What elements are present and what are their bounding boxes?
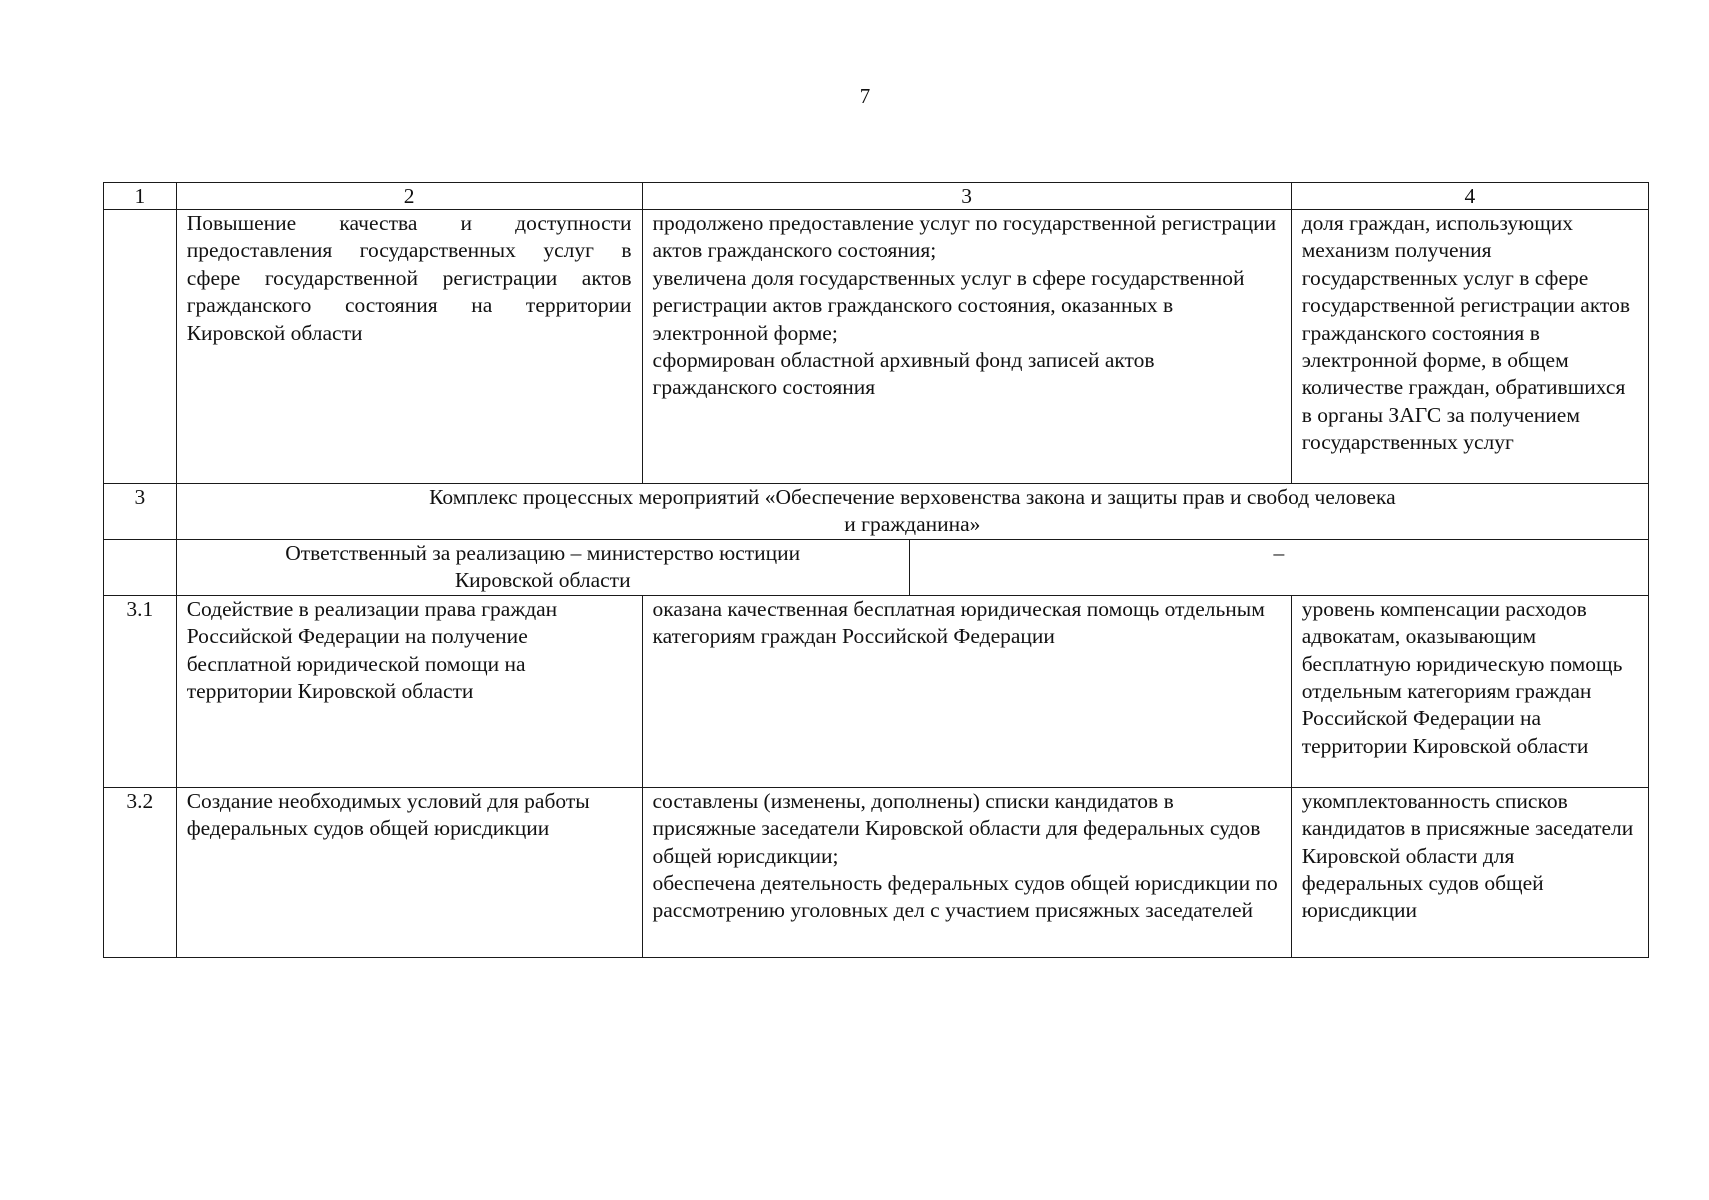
- indicator-cell: укомплектованность списков кандидатов в присяжные заседатели Кировской области для федеральных судов общей юрисдикции: [1291, 787, 1648, 957]
- responsible-line: Кировской области: [454, 568, 631, 593]
- task-line: предоставления государственных услуг в: [186, 238, 632, 263]
- effect-text: обеспечена деятельность федеральных судов общей юрисдикции по рассмотрению уголовных дел с участием присяжных заседателей: [652, 871, 1278, 923]
- table-row: [104, 787, 1649, 957]
- row-number: 3.2: [104, 787, 177, 957]
- task-cell: Создание необходимых условий для работы федеральных судов общей юрисдикции: [176, 787, 642, 957]
- task-cell: Содействие в реализации права граждан Российской Федерации на получение бесплатной юридической помощи на территории Кировской области: [176, 595, 642, 787]
- responsible-cell: [176, 540, 1648, 596]
- header-cell-2: 2: [176, 183, 642, 210]
- effect-cell: [642, 787, 1291, 957]
- indicator-cell: уровень компенсации расходов адвокатам, оказывающим бесплатную юридическую помощь отдельным категориям граждан Российской Федерации на территории Кировской области: [1291, 595, 1648, 787]
- effect-cell: оказана качественная бесплатная юридическая помощь отдельным категориям граждан Российской Федерации: [642, 595, 1291, 787]
- effect-text: продолжено предоставление услуг по государственной регистрации актов гражданского состояния;: [652, 211, 1277, 263]
- section-title: [176, 484, 1648, 540]
- responsible-line: Ответственный за реализацию – министерство юстиции: [285, 541, 801, 565]
- row-number: 3.1: [104, 595, 177, 787]
- table-row: [104, 210, 1649, 484]
- header-cell-1: 1: [104, 183, 177, 210]
- effect-text: сформирован областной архивный фонд записей актов гражданского состояния: [652, 348, 1155, 400]
- task-line: сфере государственной регистрации актов: [186, 265, 632, 290]
- header-cell-3: 3: [642, 183, 1291, 210]
- section-title-line: и гражданина»: [844, 512, 981, 537]
- header-cell-4: 4: [1291, 183, 1648, 210]
- indicator-cell: доля граждан, использующих механизм получения государственных услуг в сфере государственной регистрации актов гражданского состояния в электронной форме, в общем количестве граждан, обратившихся в органы ЗАГС за получением государственных услуг: [1291, 210, 1648, 484]
- table-row: [104, 595, 1649, 787]
- header-row: [104, 183, 1649, 210]
- effect-text: увеличена доля государственных услуг в сфере государственной регистрации актов гражданского состояния, оказанных в электронной форме;: [652, 265, 1245, 345]
- task-line: Повышение качества и доступности: [186, 211, 632, 235]
- section-row: [104, 484, 1649, 540]
- section-number: 3: [104, 484, 177, 540]
- measures-table: [103, 182, 1649, 958]
- empty-cell: [104, 540, 177, 596]
- task-cell: [176, 210, 642, 484]
- responsible-row: [104, 540, 1649, 596]
- effect-text: составлены (изменены, дополнены) списки кандидатов в присяжные заседатели Кировской области для федеральных судов общей юрисдикции;: [652, 788, 1261, 868]
- section-title-line: Комплекс процессных мероприятий «Обеспечение верховенства закона и защиты прав и свобод человека: [429, 485, 1396, 509]
- responsible-text: [177, 540, 910, 595]
- effect-cell: [642, 210, 1291, 484]
- task-line: Кировской области: [186, 320, 363, 345]
- row-number: [104, 210, 177, 484]
- page-number: 7: [859, 84, 871, 108]
- task-line: гражданского состояния на территории: [186, 293, 632, 318]
- responsible-dash: –: [1273, 541, 1285, 565]
